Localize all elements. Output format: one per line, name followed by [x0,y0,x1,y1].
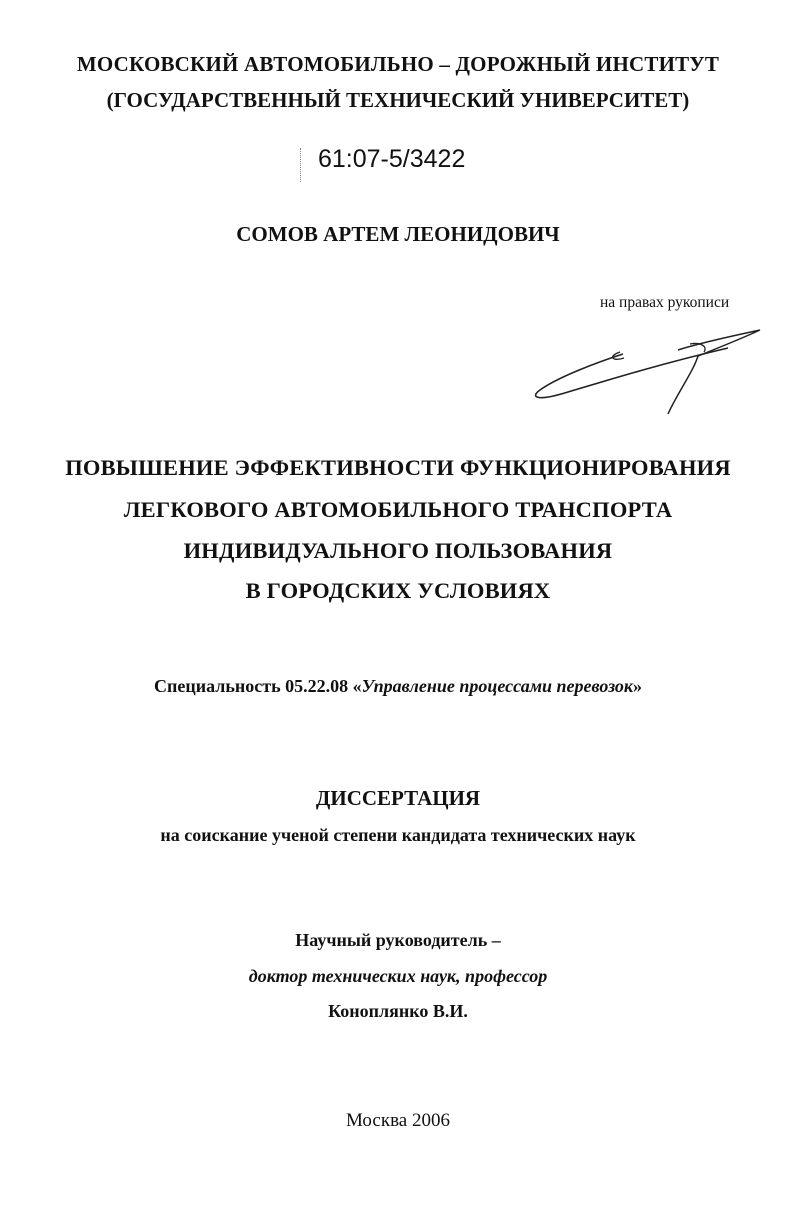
specialty [0,676,796,697]
title-line-2: ЛЕГКОВОГО АВТОМОБИЛЬНОГО ТРАНСПОРТА [123,497,673,522]
specialty-prefix: Специальность 05.22.08 « [154,676,362,696]
rights-note: на правах рукописи [600,294,730,311]
document-type: ДИССЕРТАЦИЯ [315,786,481,810]
institute-name-line2: (ГОСУДАРСТВЕННЫЙ ТЕХНИЧЕСКИЙ УНИВЕРСИТЕТ) [106,88,690,112]
supervisor-label: Научный руководитель – [295,930,501,950]
supervisor-rank: доктор технических наук, профессор [248,966,548,986]
catalog-code: 61:07-5/3422 [318,145,466,173]
handwritten-signature [528,322,768,422]
author-name: СОМОВ АРТЕМ ЛЕОНИДОВИЧ [236,222,560,246]
title-line-1: ПОВЫШЕНИЕ ЭФФЕКТИВНОСТИ ФУНКЦИОНИРОВАНИЯ [65,455,731,480]
title-line-4: В ГОРОДСКИХ УСЛОВИЯХ [245,578,551,603]
place-year: Москва 2006 [346,1110,450,1131]
institute-name-line1: МОСКОВСКИЙ АВТОМОБИЛЬНО – ДОРОЖНЫЙ ИНСТИТУТ [76,52,720,76]
title-line-3: ИНДИВИДУАЛЬНОГО ПОЛЬЗОВАНИЯ [183,538,613,563]
specialty-name: Управление процессами перевозок [361,676,633,696]
margin-mark [300,148,302,182]
specialty-suffix: » [633,676,642,696]
degree-line: на соискание ученой степени кандидата технических наук [160,825,636,845]
supervisor-name: Коноплянко В.И. [328,1001,468,1021]
